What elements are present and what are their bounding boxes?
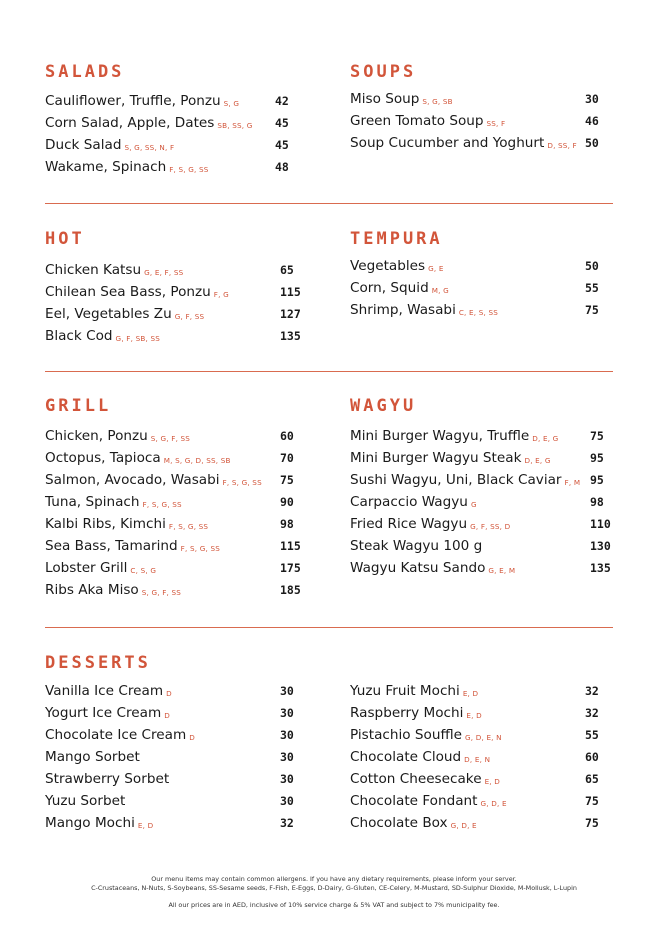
menu-item-price: 185 xyxy=(280,583,301,597)
menu-item-price: 65 xyxy=(280,263,294,277)
menu-item-title: Sea Bass, Tamarind xyxy=(45,538,178,554)
hot-heading: HOT xyxy=(45,229,85,249)
menu-item-price: 95 xyxy=(590,473,604,487)
menu-item-allergens: F, S, G, SS xyxy=(180,544,220,553)
menu-item-name xyxy=(45,327,160,348)
menu-item-title: Chocolate Fondant xyxy=(350,793,478,809)
menu-item-allergens: S, G, F, SS xyxy=(150,434,191,443)
menu-item-title: Chicken, Ponzu xyxy=(45,428,148,444)
menu-item-price: 75 xyxy=(590,429,604,443)
menu-item-price: 30 xyxy=(280,728,294,742)
menu-item xyxy=(45,792,305,814)
menu-item-title: Steak Wagyu 100 g xyxy=(350,538,483,554)
menu-item-price: 42 xyxy=(275,94,289,108)
menu-item-name xyxy=(350,748,490,769)
menu-item xyxy=(350,792,610,814)
tempura-list xyxy=(350,257,610,323)
menu-item xyxy=(350,682,610,704)
menu-item-price: 65 xyxy=(585,772,599,786)
menu-item xyxy=(45,158,300,180)
menu-item-name xyxy=(350,559,515,580)
menu-item-title: Ribs Aka Miso xyxy=(45,582,139,598)
menu-item xyxy=(45,427,305,449)
menu-item-name xyxy=(45,704,170,725)
menu-item-price: 30 xyxy=(280,706,294,720)
menu-item xyxy=(350,704,610,726)
menu-item-name xyxy=(350,449,551,470)
divider-1 xyxy=(45,203,613,204)
menu-item-allergens: D xyxy=(166,689,172,698)
menu-item-name xyxy=(45,770,169,788)
menu-item-allergens: S, G xyxy=(223,99,240,108)
menu-item xyxy=(45,559,305,581)
menu-item-name xyxy=(45,814,153,835)
menu-item-price: 32 xyxy=(585,706,599,720)
salads-heading: SALADS xyxy=(45,62,125,82)
menu-item-allergens: F, S, G, SS xyxy=(142,500,182,509)
menu-item-allergens: E, D xyxy=(462,689,479,698)
menu-item xyxy=(350,493,615,515)
menu-item-allergens: M, G xyxy=(431,286,449,295)
menu-item-allergens: D, SS, F xyxy=(547,141,577,150)
menu-item-allergens: G, D, E, N xyxy=(465,733,502,742)
menu-item-allergens: E, D xyxy=(484,777,501,786)
menu-item-title: Sushi Wagyu, Uni, Black Caviar xyxy=(350,472,562,488)
menu-item-title: Soup Cucumber and Yoghurt xyxy=(350,135,545,151)
menu-item-title: Miso Soup xyxy=(350,91,420,107)
menu-item-name xyxy=(350,726,502,747)
menu-item-price: 45 xyxy=(275,116,289,130)
wagyu-list xyxy=(350,427,615,581)
menu-item-name xyxy=(350,682,478,703)
salads-list xyxy=(45,92,300,180)
menu-item xyxy=(350,537,615,559)
menu-item-title: Vanilla Ice Cream xyxy=(45,683,164,699)
menu-item-name xyxy=(350,471,580,492)
menu-item-price: 135 xyxy=(590,561,611,575)
allergen-note: Our menu items may contain common allergens. If you have any dietary requirements, please inform your server. xyxy=(151,875,517,883)
menu-item-name xyxy=(45,537,220,558)
menu-item-name xyxy=(45,515,208,536)
menu-item-price: 70 xyxy=(280,451,294,465)
menu-item-title: Chilean Sea Bass, Ponzu xyxy=(45,284,211,300)
menu-item-title: Eel, Vegetables Zu xyxy=(45,306,172,322)
menu-item xyxy=(350,279,610,301)
menu-item-title: Chocolate Ice Cream xyxy=(45,727,187,743)
menu-item-name xyxy=(350,112,505,133)
menu-item-allergens: F, S, G, SS xyxy=(222,478,262,487)
menu-item-name xyxy=(350,279,449,300)
menu-item-name xyxy=(45,92,239,113)
menu-item-allergens: S, G, SB xyxy=(422,97,453,106)
menu-item xyxy=(45,327,305,349)
menu-item-name xyxy=(350,814,477,835)
menu-item-name xyxy=(45,792,125,810)
menu-item-title: Carpaccio Wagyu xyxy=(350,494,468,510)
menu-item-allergens: C, S, G xyxy=(130,566,157,575)
desserts-right-list xyxy=(350,682,610,836)
divider-2 xyxy=(45,371,613,372)
menu-item-title: Strawberry Sorbet xyxy=(45,771,170,787)
soups-heading: SOUPS xyxy=(350,62,417,82)
menu-item-name xyxy=(350,90,453,111)
menu-item xyxy=(45,770,305,792)
menu-item xyxy=(45,814,305,836)
menu-item-name xyxy=(45,493,182,514)
menu-item xyxy=(45,114,300,136)
menu-item-name xyxy=(350,301,498,322)
menu-item xyxy=(45,493,305,515)
menu-item-allergens: D xyxy=(164,711,170,720)
menu-item-allergens: F, G xyxy=(213,290,229,299)
menu-item-price: 30 xyxy=(280,684,294,698)
menu-item xyxy=(45,581,305,603)
menu-item-title: Yuzu Fruit Mochi xyxy=(350,683,460,699)
menu-item-allergens: G xyxy=(470,500,477,509)
menu-item-price: 50 xyxy=(585,259,599,273)
menu-item xyxy=(45,136,300,158)
menu-item-name xyxy=(350,704,482,725)
menu-item-allergens: G, D, E xyxy=(450,821,477,830)
menu-item-title: Mango Sorbet xyxy=(45,749,140,765)
menu-item-title: Cotton Cheesecake xyxy=(350,771,482,787)
menu-item-allergens: E, D xyxy=(137,821,154,830)
menu-item-allergens: G, E, M xyxy=(488,566,516,575)
menu-item-price: 45 xyxy=(275,138,289,152)
menu-item-price: 32 xyxy=(280,816,294,830)
menu-item-title: Lobster Grill xyxy=(45,560,128,576)
menu-item-price: 110 xyxy=(590,517,611,531)
menu-item-title: Raspberry Mochi xyxy=(350,705,464,721)
menu-item-title: Fried Rice Wagyu xyxy=(350,516,468,532)
menu-item-title: Salmon, Avocado, Wasabi xyxy=(45,472,220,488)
menu-item-price: 75 xyxy=(280,473,294,487)
menu-item-allergens: F, S, G, SS xyxy=(169,165,209,174)
menu-item xyxy=(45,305,305,327)
menu-item-title: Corn Salad, Apple, Dates xyxy=(45,115,215,131)
menu-item-price: 60 xyxy=(585,750,599,764)
menu-item-allergens: G, E xyxy=(428,264,444,273)
menu-item-name xyxy=(350,493,477,514)
menu-item-name xyxy=(45,158,209,179)
menu-item-price: 95 xyxy=(590,451,604,465)
menu-item-allergens: G, D, E xyxy=(480,799,507,808)
menu-item-allergens: G, F, SB, SS xyxy=(115,334,160,343)
menu-item-price: 115 xyxy=(280,285,301,299)
menu-item xyxy=(350,449,615,471)
menu-item-price: 75 xyxy=(585,794,599,808)
menu-item xyxy=(45,449,305,471)
menu-item-title: Octopus, Tapioca xyxy=(45,450,161,466)
menu-item xyxy=(350,112,610,134)
menu-item xyxy=(45,515,305,537)
tempura-heading: TEMPURA xyxy=(350,229,443,249)
menu-item-price: 46 xyxy=(585,114,599,128)
menu-item xyxy=(45,726,305,748)
menu-item xyxy=(45,682,305,704)
menu-item-allergens: D xyxy=(189,733,195,742)
menu-item xyxy=(350,770,610,792)
menu-item-title: Mini Burger Wagyu Steak xyxy=(350,450,522,466)
menu-item xyxy=(350,748,610,770)
menu-item-title: Wakame, Spinach xyxy=(45,159,167,175)
menu-item-name xyxy=(350,537,482,555)
menu-item xyxy=(45,471,305,493)
grill-list xyxy=(45,427,305,603)
menu-item-name xyxy=(45,427,190,448)
menu-item-price: 75 xyxy=(585,816,599,830)
menu-item-price: 115 xyxy=(280,539,301,553)
menu-item-price: 48 xyxy=(275,160,289,174)
menu-item-price: 55 xyxy=(585,281,599,295)
desserts-heading: DESSERTS xyxy=(45,653,151,673)
menu-item xyxy=(350,515,615,537)
menu-item-price: 30 xyxy=(280,772,294,786)
menu-item-allergens: F, M xyxy=(564,478,581,487)
menu-item-price: 130 xyxy=(590,539,611,553)
menu-item-name xyxy=(45,471,262,492)
menu-item-price: 90 xyxy=(280,495,294,509)
menu-item-price: 30 xyxy=(585,92,599,106)
menu-item-title: Wagyu Katsu Sando xyxy=(350,560,486,576)
menu-item-title: Yuzu Sorbet xyxy=(45,793,126,809)
menu-item-price: 60 xyxy=(280,429,294,443)
menu-item-title: Black Cod xyxy=(45,328,113,344)
grill-heading: GRILL xyxy=(45,396,112,416)
menu-item-name xyxy=(45,114,253,135)
wagyu-heading: WAGYU xyxy=(350,396,417,416)
menu-item-title: Tuna, Spinach xyxy=(45,494,140,510)
menu-item-allergens: G, E, F, SS xyxy=(144,268,184,277)
menu-item-name xyxy=(45,748,140,766)
menu-item-price: 75 xyxy=(585,303,599,317)
menu-item-title: Chocolate Cloud xyxy=(350,749,462,765)
menu-item-title: Yogurt Ice Cream xyxy=(45,705,162,721)
menu-item-price: 50 xyxy=(585,136,599,150)
menu-item-allergens: M, S, G, D, SS, SB xyxy=(163,456,231,465)
menu-item-title: Kalbi Ribs, Kimchi xyxy=(45,516,166,532)
price-note: All our prices are in AED, inclusive of 10% service charge & 5% VAT and subject to 7% municipality fee. xyxy=(168,901,500,909)
menu-item-allergens: F, S, G, SS xyxy=(168,522,209,531)
menu-item-price: 30 xyxy=(280,794,294,808)
menu-item-allergens: S, G, SS, N, F xyxy=(124,143,175,152)
menu-item xyxy=(45,537,305,559)
menu-item xyxy=(350,726,610,748)
menu-item-name xyxy=(350,427,558,448)
menu-item-allergens: E, D xyxy=(466,711,482,720)
menu-item-title: Chocolate Box xyxy=(350,815,448,831)
menu-item-title: Vegetables xyxy=(350,258,426,274)
hot-list xyxy=(45,261,305,349)
menu-item-price: 55 xyxy=(585,728,599,742)
menu-item-name xyxy=(350,257,444,278)
menu-item-title: Pistachio Souffle xyxy=(350,727,462,743)
menu-item-allergens: D, E, G xyxy=(532,434,559,443)
menu-item xyxy=(350,90,610,112)
menu-item xyxy=(350,427,615,449)
menu-item-name xyxy=(45,581,181,602)
menu-item-title: Corn, Squid xyxy=(350,280,429,296)
menu-item xyxy=(45,704,305,726)
menu-item xyxy=(45,261,305,283)
menu-item-price: 127 xyxy=(280,307,301,321)
menu-item-name xyxy=(45,261,183,282)
menu-item-name xyxy=(45,559,156,580)
menu-item-allergens: G, F, SS, D xyxy=(470,522,511,531)
menu-item xyxy=(45,92,300,114)
menu-item-price: 32 xyxy=(585,684,599,698)
menu-item-name xyxy=(45,726,195,747)
soups-list xyxy=(350,90,610,156)
menu-item xyxy=(350,134,610,156)
menu-item-name xyxy=(45,305,204,326)
menu-item-allergens: C, E, S, SS xyxy=(458,308,498,317)
menu-item xyxy=(350,257,610,279)
divider-3 xyxy=(45,627,613,628)
allergen-legend: C-Crustaceans, N-Nuts, S-Soybeans, SS-Sesame seeds, F-Fish, E-Eggs, D-Dairy, G-Gluten, CE-Celery, M-Mustard, SD-Sulphur Dioxide, M-Mollusk, L-Lupin xyxy=(91,884,577,892)
menu-item-price: 98 xyxy=(590,495,604,509)
menu-item-title: Cauliflower, Truffle, Ponzu xyxy=(45,93,221,109)
menu-item-title: Shrimp, Wasabi xyxy=(350,302,456,318)
menu-item-name xyxy=(45,136,174,157)
menu-item xyxy=(45,748,305,770)
menu-item-title: Green Tomato Soup xyxy=(350,113,484,129)
menu-item xyxy=(45,283,305,305)
menu-item-allergens: SS, F xyxy=(486,119,506,128)
menu-item xyxy=(350,814,610,836)
menu-item-allergens: D, E, N xyxy=(464,755,491,764)
menu-item-title: Mango Mochi xyxy=(45,815,135,831)
menu-item-allergens: S, G, F, SS xyxy=(141,588,182,597)
menu-item-title: Duck Salad xyxy=(45,137,122,153)
menu-item-price: 135 xyxy=(280,329,301,343)
menu-item-name xyxy=(45,283,229,304)
menu-item-price: 98 xyxy=(280,517,294,531)
menu-item xyxy=(350,471,615,493)
menu-item-name xyxy=(350,134,577,155)
menu-item-name xyxy=(45,682,172,703)
menu-item xyxy=(350,559,615,581)
menu-item-allergens: G, F, SS xyxy=(174,312,205,321)
menu-item-allergens: SB, SS, G xyxy=(217,121,253,130)
menu-item-name xyxy=(350,792,507,813)
menu-item-title: Chicken Katsu xyxy=(45,262,142,278)
menu-item-price: 175 xyxy=(280,561,301,575)
desserts-left-list xyxy=(45,682,305,836)
menu-item-title: Mini Burger Wagyu, Truffle xyxy=(350,428,530,444)
menu-item xyxy=(350,301,610,323)
menu-item-price: 30 xyxy=(280,750,294,764)
menu-item-name xyxy=(350,770,500,791)
menu-item-name xyxy=(350,515,510,536)
menu-item-name xyxy=(45,449,231,470)
menu-item-allergens: D, E, G xyxy=(524,456,551,465)
